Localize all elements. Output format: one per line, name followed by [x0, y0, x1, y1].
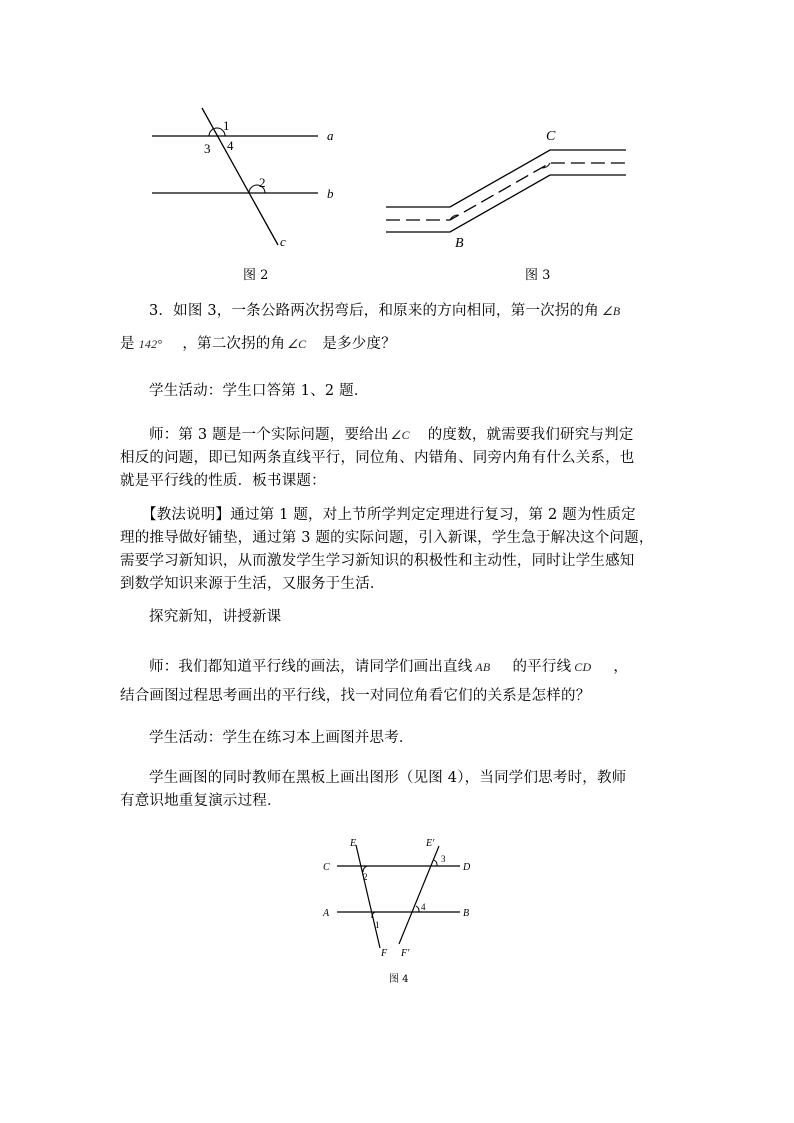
teaching-note-line1: 【教法说明】通过第 1 题，对上节所学判定定理进行复习，第 2 题为性质定 — [142, 507, 636, 523]
teacher-1-line3: 就是平行线的性质．板书课题： — [120, 473, 326, 489]
question-3-line1-text: 3．如图 3，一条公路两次拐弯后，和原来的方向相同，第一次拐的角 — [149, 303, 599, 319]
student-activity-2: 学生活动：学生在练习本上画图并思考． — [149, 730, 414, 746]
figure-3-caption: 图 3 — [525, 268, 551, 283]
label-angle-2: 2 — [363, 872, 368, 882]
angle-arc-4 — [416, 906, 419, 912]
line-ef — [356, 845, 380, 948]
teacher-paragraph-1 — [120, 424, 680, 493]
question-3-line2 — [120, 333, 680, 356]
question-3-mid: ，第二次拐的角 — [182, 336, 286, 352]
label-e: E — [350, 838, 357, 849]
teacher-2-pre: 师：我们都知道平行线的画法，请同学们画出直线 — [149, 659, 473, 675]
line-ef-prime — [399, 846, 439, 944]
teacher-2-line2: 结合画图过程思考画出的平行线，找一对同位角看它们的关系是怎样的？ — [120, 688, 591, 704]
figure-2-caption: 图 2 — [243, 268, 269, 283]
teacher-paragraph-3 — [120, 767, 680, 813]
label-angle-3: 3 — [204, 141, 211, 156]
section-heading: 探究新知，讲授新课 — [149, 609, 282, 625]
angle-c-symbol: ∠C — [287, 337, 307, 351]
angle-142-value: 142° — [138, 337, 163, 351]
teaching-note — [120, 504, 680, 596]
teacher-3-line1: 学生画图的同时教师在黑板上画出图形（见图 4），当同学们思考时，教师 — [149, 770, 627, 786]
teacher-2-post: ， — [613, 659, 629, 675]
label-angle-3: 3 — [441, 854, 446, 864]
teacher-1-post: 的度数，就需要我们研究与判定 — [427, 427, 634, 443]
figure-3 — [380, 120, 630, 255]
student-activity-1: 学生活动：学生口答第 1、2 题． — [149, 383, 369, 399]
label-line-c: c — [280, 234, 286, 249]
teacher-1-line2: 相反的问题，即已知两条直线平行，同位角、内错角、同旁内角有什么关系，也 — [120, 450, 635, 466]
angle-b-symbol: ∠B — [601, 304, 621, 318]
figure-2 — [140, 100, 360, 255]
teacher-2-mid: 的平行线 — [512, 659, 572, 675]
label-angle-2: 2 — [259, 175, 266, 190]
teacher-paragraph-2 — [120, 656, 680, 708]
teacher-3-line2: 有意识地重复演示过程． — [120, 793, 282, 809]
figure-4 — [315, 832, 485, 962]
question-3-prefix: 是 — [120, 336, 135, 352]
label-f: F — [381, 948, 388, 959]
label-c: C — [323, 862, 330, 873]
label-point-b: B — [455, 236, 464, 251]
road-upper-edge — [386, 150, 626, 207]
label-point-c: C — [546, 129, 556, 144]
line-cd-symbol: CD — [574, 660, 592, 674]
label-b: B — [463, 908, 470, 919]
angle-arc-3 — [434, 860, 437, 866]
angle-c-symbol-2: ∠C — [390, 428, 410, 442]
label-e-prime: E′ — [426, 838, 435, 849]
question-3-suffix: 是多少度？ — [322, 336, 396, 352]
label-d: D — [463, 862, 471, 873]
label-angle-4: 4 — [421, 902, 426, 912]
label-line-b: b — [327, 186, 334, 201]
road-centerline — [386, 163, 626, 220]
question-3 — [120, 300, 680, 323]
label-angle-1: 1 — [223, 118, 230, 133]
figure-4-caption: 图 4 — [389, 974, 409, 985]
line-ab-symbol: AB — [475, 660, 491, 674]
teaching-note-line2: 理的推导做好铺垫，通过第 3 题的实际问题，引入新课，学生急于解决这个问题， — [120, 530, 654, 546]
label-line-a: a — [327, 128, 334, 143]
teaching-note-line3: 需要学习新知识，从而激发学生学习新知识的积极性和主动性，同时让学生感知 — [120, 553, 635, 569]
label-f-prime: F′ — [401, 948, 410, 959]
road-lower-edge — [386, 175, 626, 232]
teacher-1-pre: 师：第 3 题是一个实际问题，要给出 — [149, 427, 389, 443]
label-angle-4: 4 — [227, 138, 234, 153]
label-angle-1: 1 — [375, 920, 380, 930]
label-a: A — [323, 908, 330, 919]
teaching-note-line4: 到数学知识来源于生活，又服务于生活． — [120, 576, 385, 592]
